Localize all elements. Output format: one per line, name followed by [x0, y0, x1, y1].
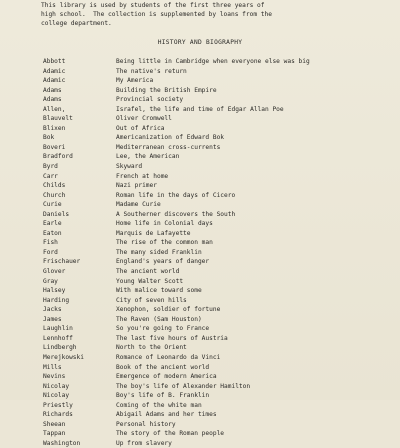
intro-line: college department.: [41, 20, 112, 28]
entry-title: Oliver Cromwell: [116, 115, 172, 123]
entry-author: Eaton: [43, 229, 62, 237]
entry-author: Bok: [43, 134, 55, 142]
list-item: [43, 257, 373, 267]
list-item: [43, 133, 373, 143]
entry-title: So you're going to France: [116, 325, 210, 333]
entry-title: Xenophon, soldier of fortune: [116, 306, 221, 314]
list-item: [43, 57, 373, 67]
entry-title: Nazi primer: [116, 182, 157, 190]
entry-title: The many sided Franklin: [116, 248, 202, 256]
list-item: [43, 95, 373, 105]
entry-title: Roman life in the days of Cicero: [116, 191, 236, 199]
list-item: [43, 401, 373, 411]
entry-title: Romance of Leonardo da Vinci: [116, 353, 221, 361]
entry-author: Washington: [43, 439, 81, 447]
entry-author: Daniels: [43, 210, 70, 218]
entry-author: Nicolay: [43, 392, 70, 400]
entry-title: The story of the Roman people: [116, 430, 225, 438]
entry-title: England's years of danger: [116, 258, 210, 266]
list-item: [43, 172, 373, 182]
entry-title: Emergence of modern America: [116, 373, 217, 381]
entry-author: Lennhoff: [43, 334, 73, 342]
entry-title: Being little in Cambridge when everyone else was big: [116, 58, 310, 65]
entry-author: Halsey: [43, 287, 66, 295]
entry-author: Abbott: [43, 58, 66, 65]
list-item: [43, 152, 373, 162]
list-item: [43, 363, 373, 373]
list-item: [43, 343, 373, 353]
entry-author: Fish: [43, 239, 58, 247]
list-item: [43, 105, 373, 115]
entry-author: Allen,: [43, 105, 66, 113]
entry-author: Richards: [43, 411, 73, 419]
entry-author: Merejkowski: [43, 353, 84, 361]
entry-title: Americanization of Edward Bok: [116, 134, 225, 142]
list-item: [43, 114, 373, 124]
entry-author: Priestly: [43, 401, 73, 409]
entry-author: Earle: [43, 220, 62, 228]
entry-author: Curie: [43, 201, 62, 209]
entry-title: North to the Orient: [116, 344, 187, 352]
list-item: [43, 124, 373, 134]
entry-author: James: [43, 315, 62, 323]
entry-title: Provincial society: [116, 96, 184, 104]
list-item: [43, 200, 373, 210]
entry-title: Home life in Colonial days: [116, 220, 213, 228]
entry-title: The rise of the common man: [116, 239, 213, 247]
entry-author: Laughlin: [43, 325, 73, 333]
list-item: [43, 162, 373, 172]
list-item: [43, 67, 373, 77]
entry-title: A Southerner discovers the South: [116, 210, 236, 218]
entry-author: Byrd: [43, 163, 58, 171]
entry-author: Bradford: [43, 153, 73, 161]
entry-author: Blauvelt: [43, 115, 73, 123]
list-item: [43, 324, 373, 334]
entry-author: Glover: [43, 268, 66, 276]
list-item: [43, 420, 373, 430]
list-item: [43, 248, 373, 258]
entry-author: Sheean: [43, 420, 66, 428]
intro-line: This library is used by students of the first three years of: [41, 2, 265, 9]
entry-author: Adamic: [43, 77, 66, 85]
entry-title: French at home: [116, 172, 169, 180]
entry-author: Frischauer: [43, 258, 81, 266]
entry-author: Lindbergh: [43, 344, 77, 352]
entry-title: City of seven hills: [116, 296, 187, 304]
list-item: [43, 439, 373, 448]
list-item: [43, 410, 373, 420]
entry-author: Nicolay: [43, 382, 70, 390]
list-item: [43, 286, 373, 296]
entry-author: Carr: [43, 172, 58, 180]
list-item: [43, 429, 373, 439]
list-item: [43, 334, 373, 344]
list-item: [43, 315, 373, 325]
entry-author: Mills: [43, 363, 62, 371]
entry-title: Skyward: [116, 163, 143, 171]
entry-title: Lee, the American: [116, 153, 180, 161]
list-item: [43, 191, 373, 201]
list-item: [43, 143, 373, 153]
book-list: [43, 57, 373, 448]
list-item: [43, 238, 373, 248]
entry-author: Adamic: [43, 67, 66, 75]
list-item: [43, 305, 373, 315]
entry-title: Coming of the white man: [116, 401, 202, 409]
intro-line: high school. The collection is supplemented by loans from the: [41, 11, 272, 19]
list-item: [43, 219, 373, 229]
entry-title: Personal history: [116, 420, 176, 428]
entry-author: Church: [43, 191, 66, 199]
entry-title: Mediterranean cross-currents: [116, 143, 221, 151]
entry-title: The ancient world: [116, 268, 180, 276]
entry-author: Nevins: [43, 373, 66, 381]
list-item: [43, 229, 373, 239]
list-item: [43, 372, 373, 382]
entry-title: The Raven (Sam Houston): [116, 315, 202, 323]
entry-title: Madame Curie: [116, 201, 161, 209]
list-item: [43, 181, 373, 191]
list-item: [43, 353, 373, 363]
entry-title: Building the British Empire: [116, 86, 217, 94]
entry-title: Young Walter Scott: [116, 277, 184, 285]
entry-title: With malice toward some: [116, 287, 202, 295]
list-item: [43, 76, 373, 86]
list-item: [43, 267, 373, 277]
entry-author: Boveri: [43, 143, 66, 151]
entry-title: Israfel, the life and time of Edgar Allan Poe: [116, 105, 284, 113]
entry-author: Childs: [43, 182, 66, 190]
entry-author: Ford: [43, 248, 58, 256]
entry-title: Book of the ancient world: [116, 363, 210, 371]
entry-title: Abigail Adams and her times: [116, 411, 217, 419]
entry-author: Blixen: [43, 124, 66, 132]
entry-author: Harding: [43, 296, 70, 304]
list-item: [43, 391, 373, 401]
entry-title: The last five hours of Austria: [116, 334, 228, 342]
list-item: [43, 86, 373, 96]
entry-author: Adams: [43, 86, 62, 94]
list-item: [43, 277, 373, 287]
entry-title: Boy's life of B. Franklin: [116, 392, 210, 400]
list-item: [43, 382, 373, 392]
intro-paragraph: [41, 1, 371, 29]
list-item: [43, 296, 373, 306]
list-item: [43, 210, 373, 220]
entry-author: Jacks: [43, 306, 62, 314]
entry-title: The native's return: [116, 67, 187, 75]
entry-title: Marquis de Lafayette: [116, 229, 191, 237]
entry-title: The boy's life of Alexander Hamilton: [116, 382, 251, 390]
entry-author: Tappan: [43, 430, 66, 438]
entry-title: Up from slavery: [116, 439, 172, 447]
section-title: HISTORY AND BIOGRAPHY: [157, 39, 243, 46]
entry-author: Gray: [43, 277, 58, 285]
entry-title: Out of Africa: [116, 124, 165, 132]
entry-author: Adams: [43, 96, 62, 104]
entry-title: My America: [116, 77, 154, 85]
